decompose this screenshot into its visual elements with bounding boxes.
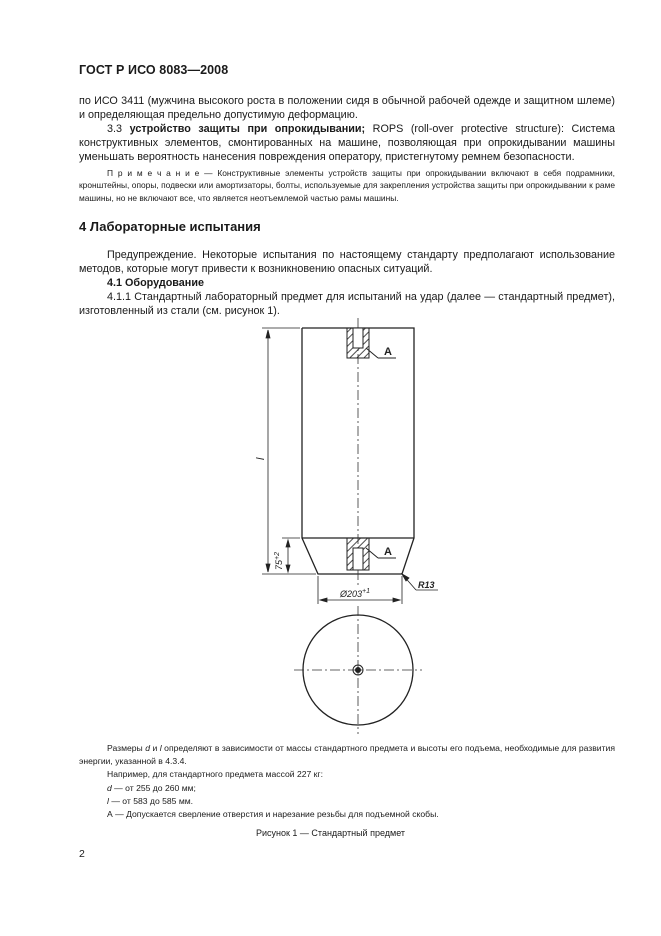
note-text: Конструктивные элементы устройств защиты при опрокидывании включают в себя подрамники, кронштейны, опоры, подвески или амортизаторы, болты, используемые для закрепления устройства защиты при опрокидывании к раме машины, но не включают все, что является неотъемлемой частью рамы машины. bbox=[79, 168, 615, 203]
document-header: ГОСТ Р ИСО 8083—2008 bbox=[79, 63, 229, 77]
subsection-heading-text: 4.1 Оборудование bbox=[107, 277, 204, 289]
definition-term: устройство защиты при опрокидывании; bbox=[129, 123, 366, 135]
cylinder-top-view bbox=[294, 606, 422, 734]
caption-example: Например, для стандартного предмета массой 227 кг: bbox=[107, 769, 323, 779]
caption-d-range: d — от 255 до 260 мм; bbox=[107, 783, 196, 793]
warning-text: Предупреждение. Некоторые испытания по настоящему стандарту предполагают использование методов, которые могут привести к возникновению опасных ситуаций. bbox=[79, 249, 615, 276]
figure-title: Рисунок 1 — Стандартный предмет bbox=[255, 828, 406, 838]
dim-height-label: $75^{+2}$ bbox=[274, 552, 284, 570]
dimension-l bbox=[262, 328, 316, 574]
page-number: 2 bbox=[79, 848, 85, 860]
note-label: П р и м е ч а н и е — bbox=[107, 168, 213, 178]
dim-l-label: l bbox=[255, 457, 267, 460]
label-a-bottom: A bbox=[384, 546, 392, 558]
bottom-threaded-hole bbox=[347, 538, 369, 570]
definition-number: 3.3 bbox=[107, 123, 123, 135]
dimension-height bbox=[282, 538, 300, 572]
caption-note-a: А — Допускается сверление отверстия и нарезание резьбы для подъемной скобы. bbox=[107, 809, 439, 819]
caption-sizes: Размеры d и l определяют в зависимости от массы стандартного предмета и высоты его подъема, необходимые для развития энергии, указанной в 4.3.4. bbox=[79, 743, 616, 766]
definition-body: ROPS (roll-over protective structure): Система конструктивных элементов, смонтированных на машине, позволяющая при опрокидывании машины уменьшать вероятность нанесения повреждения оператору, пристегнутому ремнем безопасности. bbox=[79, 123, 616, 164]
item-4-1-1-text: 4.1.1 Стандартный лабораторный предмет для испытаний на удар (далее — стандартный предмет), изготовленный из стали (см. рисунок 1). bbox=[79, 291, 615, 318]
top-threaded-hole bbox=[347, 328, 369, 358]
label-a-top: A bbox=[384, 346, 392, 358]
section-4-heading: 4 Лабораторные испытания bbox=[79, 219, 261, 234]
caption-l-range: l — от 583 до 585 мм. bbox=[107, 796, 194, 806]
dim-diameter-label: $Ø203^{+1}$ bbox=[340, 588, 371, 599]
dim-radius-label: R13 bbox=[418, 580, 435, 590]
continued-paragraph: по ИСО 3411 (мужчина высокого роста в положении сидя в обычной рабочей одежде и защитном шлеме) и определяющая предельно допустимую деформацию. bbox=[79, 95, 615, 122]
